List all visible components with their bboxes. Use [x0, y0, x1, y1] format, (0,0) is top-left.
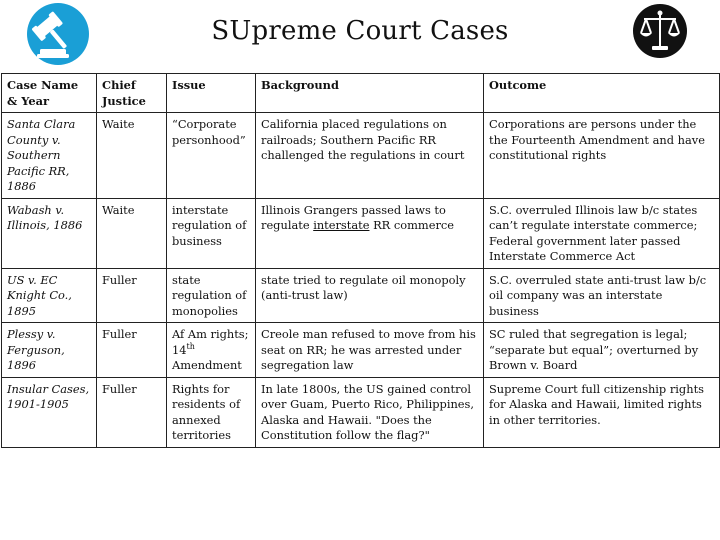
issue-cell: state regulation of monopolies — [167, 268, 256, 323]
case-name-cell: Wabash v. Illinois, 1886 — [2, 198, 97, 268]
issue-cell: interstate regulation of business — [167, 198, 256, 268]
case-name-cell: Plessy v. Ferguson, 1896 — [2, 323, 97, 378]
issue-cell: “Corporate personhood” — [167, 113, 256, 199]
background-cell: state tried to regulate oil monopoly (anti-trust law) — [256, 268, 484, 323]
column-header-chief-justice: Chief Justice — [97, 74, 167, 113]
chief-justice-cell: Waite — [97, 198, 167, 268]
supreme-court-cases-table — [1, 73, 720, 448]
column-header-background: Background — [256, 74, 484, 113]
background-cell: California placed regulations on railroads; Southern Pacific RR challenged the regulations in court — [256, 113, 484, 199]
outcome-cell: S.C. overruled Illinois law b/c states can’t regulate interstate commerce; Federal government later passed Interstate Commerce Act — [484, 198, 720, 268]
issue-cell: Rights for residents of annexed territories — [167, 377, 256, 447]
background-underlined-text: interstate — [313, 218, 370, 232]
table-row — [2, 113, 720, 199]
background-text: Illinois Grangers passed laws to regulate — [261, 202, 446, 232]
outcome-cell: Supreme Court full citizenship rights for Alaska and Hawaii, limited rights in other territories. — [484, 377, 720, 447]
column-header-outcome: Outcome — [484, 74, 720, 113]
chief-justice-cell: Fuller — [97, 377, 167, 447]
issue-cell — [167, 323, 256, 378]
case-name-cell: Insular Cases, 1901-1905 — [2, 377, 97, 447]
superscript-text: th — [186, 341, 195, 351]
issue-text: Af Am rights; 14 — [172, 327, 249, 357]
chief-justice-cell: Waite — [97, 113, 167, 199]
case-name-cell: US v. EC Knight Co., 1895 — [2, 268, 97, 323]
outcome-cell: S.C. overruled state anti-trust law b/c oil company was an interstate business — [484, 268, 720, 323]
outcome-cell: Corporations are persons under the the Fourteenth Amendment and have constitutional rights — [484, 113, 720, 199]
column-header-case-name: Case Name & Year — [2, 74, 97, 113]
issue-text: Amendment — [172, 358, 242, 372]
table-header-row — [2, 74, 720, 113]
page-title: SUpreme Court Cases — [211, 16, 509, 46]
background-cell: Creole man refused to move from his seat on RR; he was arrested under segregation law — [256, 323, 484, 378]
table-row — [2, 268, 720, 323]
table-row — [2, 323, 720, 378]
background-cell — [256, 198, 484, 268]
chief-justice-cell: Fuller — [97, 323, 167, 378]
outcome-cell: SC ruled that segregation is legal; “separate but equal”; overturned by Brown v. Board — [484, 323, 720, 378]
table-row — [2, 198, 720, 268]
background-cell: In late 1800s, the US gained control over Guam, Puerto Rico, Philippines, Alaska and Hawaii. "Does the Constitution follow the flag?" — [256, 377, 484, 447]
background-text: RR commerce — [369, 218, 455, 232]
case-name-cell: Santa Clara County v. Southern Pacific RR, 1886 — [2, 113, 97, 199]
table-row — [2, 377, 720, 447]
column-header-issue: Issue — [167, 74, 256, 113]
chief-justice-cell: Fuller — [97, 268, 167, 323]
